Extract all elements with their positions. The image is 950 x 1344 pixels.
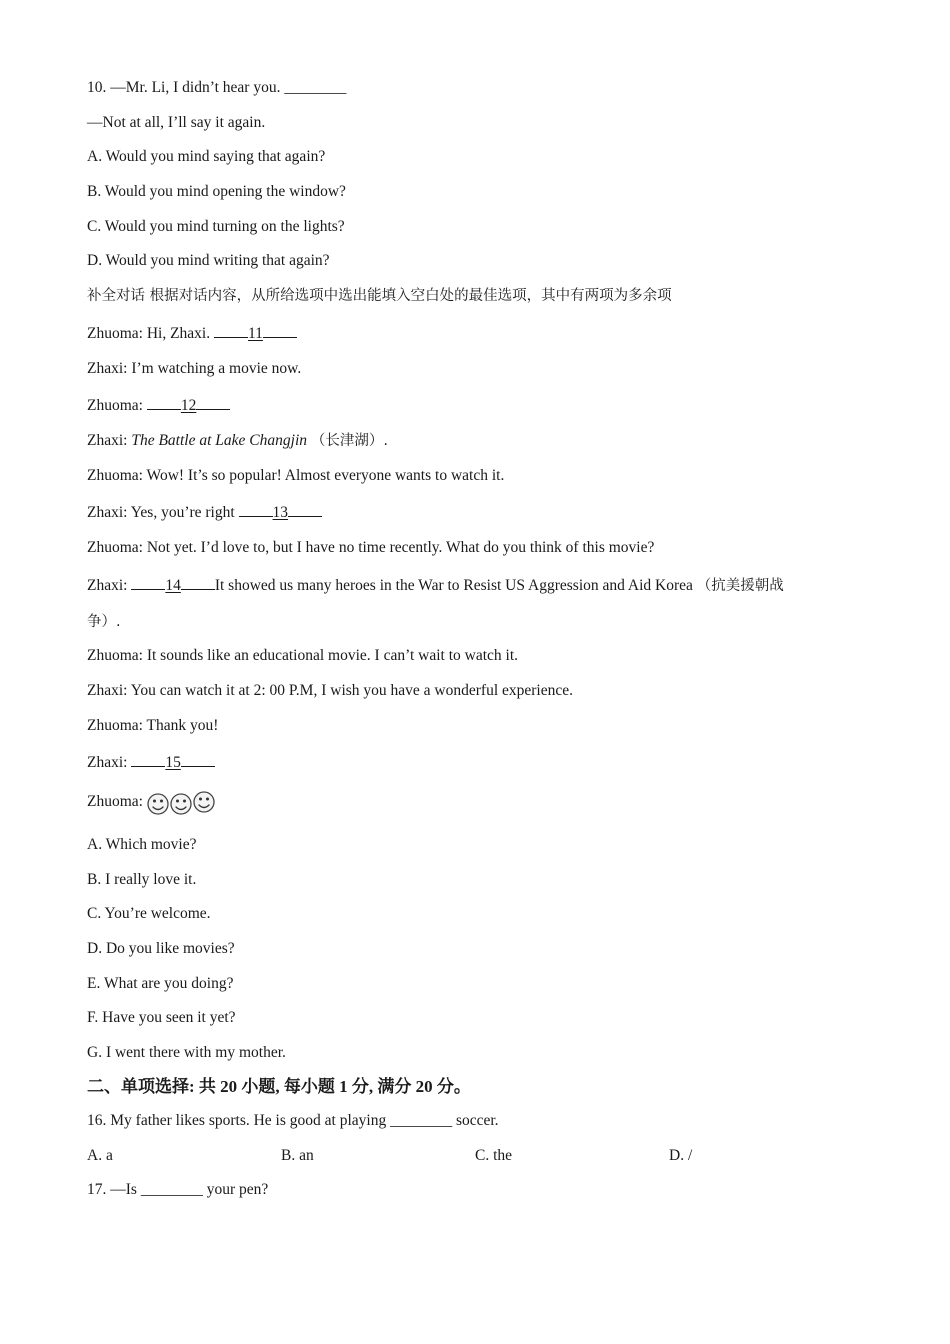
blank-underline [181, 750, 215, 767]
dialogue-line-2: Zhaxi: I’m watching a movie now. [87, 359, 302, 377]
q16-option-a: A. a [87, 1146, 113, 1164]
q16-options [87, 1146, 867, 1166]
blank-underline [147, 393, 181, 410]
q16-stem: 16. My father likes sports. He is good at playing ________ soccer. [87, 1111, 499, 1129]
speaker-text: Zhaxi: [87, 431, 128, 449]
dialogue-line-1 [87, 321, 867, 344]
blank-underline [288, 500, 322, 517]
dialogue-line-12 [87, 750, 867, 773]
smiley-faces-icon [147, 788, 219, 818]
dialogue-line-13 [87, 787, 867, 817]
dialogue-line-8 [87, 573, 867, 596]
q10-option-c: C. Would you mind turning on the lights? [87, 217, 345, 235]
dialogue-option-f: F. Have you seen it yet? [87, 1009, 236, 1027]
blank-15: 15 [165, 754, 181, 772]
q10-option-b: B. Would you mind opening the window? [87, 183, 346, 201]
q16-option-b: B. an [281, 1146, 314, 1164]
dialogue-option-c: C. You’re welcome. [87, 905, 211, 923]
movie-title: The Battle at Lake Changjin [131, 431, 307, 449]
dialogue-line-10: Zhaxi: You can watch it at 2: 00 P.M, I wish you have a wonderful experience. [87, 682, 573, 699]
dialogue-line-8-text: It showed us many heroes in the War to Resist US Aggression and Aid Korea [214, 576, 693, 594]
blank-underline [131, 573, 165, 590]
dialogue-option-b: B. I really love it. [87, 870, 197, 888]
dialogue-line-9: Zhuoma: It sounds like an educational movie. I can’t wait to watch it. [87, 647, 519, 665]
dialogue-instruction: 补全对话 根据对话内容，从所给选项中选出能填入空白处的最佳选项，其中有两项为多余项 [87, 288, 672, 305]
q10-option-d: D. Would you mind writing that again? [87, 252, 330, 270]
speaker-text: Zhaxi: [87, 576, 128, 594]
speaker-text: Zhaxi: [87, 754, 128, 772]
dialogue-line-11: Zhuoma: Thank you! [87, 716, 219, 734]
dialogue-line-3 [87, 393, 867, 416]
blank-11: 11 [248, 324, 263, 342]
speaker-text: Zhuoma: [87, 397, 143, 415]
dialogue-line-8-cn-cont: 争）. [87, 613, 121, 630]
speaker-text: Zhuoma: Hi, Zhaxi. [87, 324, 211, 342]
document-page [87, 78, 867, 1200]
dialogue-option-e: E. What are you doing? [87, 974, 234, 992]
dialogue-option-d: D. Do you like movies? [87, 939, 235, 957]
q16-option-d: D. / [669, 1146, 693, 1164]
blank-14: 14 [165, 576, 181, 594]
dialogue-line-6 [87, 500, 867, 523]
section-heading: 二、单项选择: 共 20 小题, 每小题 1 分, 满分 20 分。 [87, 1076, 471, 1096]
blank-underline [131, 750, 165, 767]
blank-underline [239, 500, 273, 517]
dialogue-option-g: G. I went there with my mother. [87, 1043, 286, 1061]
dialogue-line-4 [87, 431, 867, 451]
blank-13: 13 [272, 504, 289, 522]
blank-underline [263, 321, 297, 338]
blank-underline [181, 573, 215, 590]
q10-stem: 10. —Mr. Li, I didn’t hear you. ________ [87, 79, 347, 96]
dialogue-line-5: Zhuoma: Wow! It’s so popular! Almost everyone wants to watch it. [87, 466, 505, 484]
blank-12: 12 [180, 397, 197, 415]
q16-option-c: C. the [475, 1146, 513, 1164]
speaker-text: Zhuoma: [87, 793, 143, 811]
movie-title-cn: （长津湖）. [310, 432, 388, 449]
q10-reply: —Not at all, I’ll say it again. [87, 113, 266, 131]
q10-option-a: A. Would you mind saying that again? [87, 148, 326, 166]
blank-underline [214, 321, 248, 338]
dialogue-line-7: Zhuoma: Not yet. I’d love to, but I have no time recently. What do you think of this movie? [87, 538, 655, 556]
speaker-text: Zhaxi: Yes, you’re right [87, 504, 235, 522]
dialogue-line-8-cn: （抗美援朝战 [696, 577, 784, 594]
blank-underline [196, 393, 230, 410]
q17-stem: 17. —Is ________ your pen? [87, 1181, 269, 1199]
dialogue-option-a: A. Which movie? [87, 835, 197, 853]
